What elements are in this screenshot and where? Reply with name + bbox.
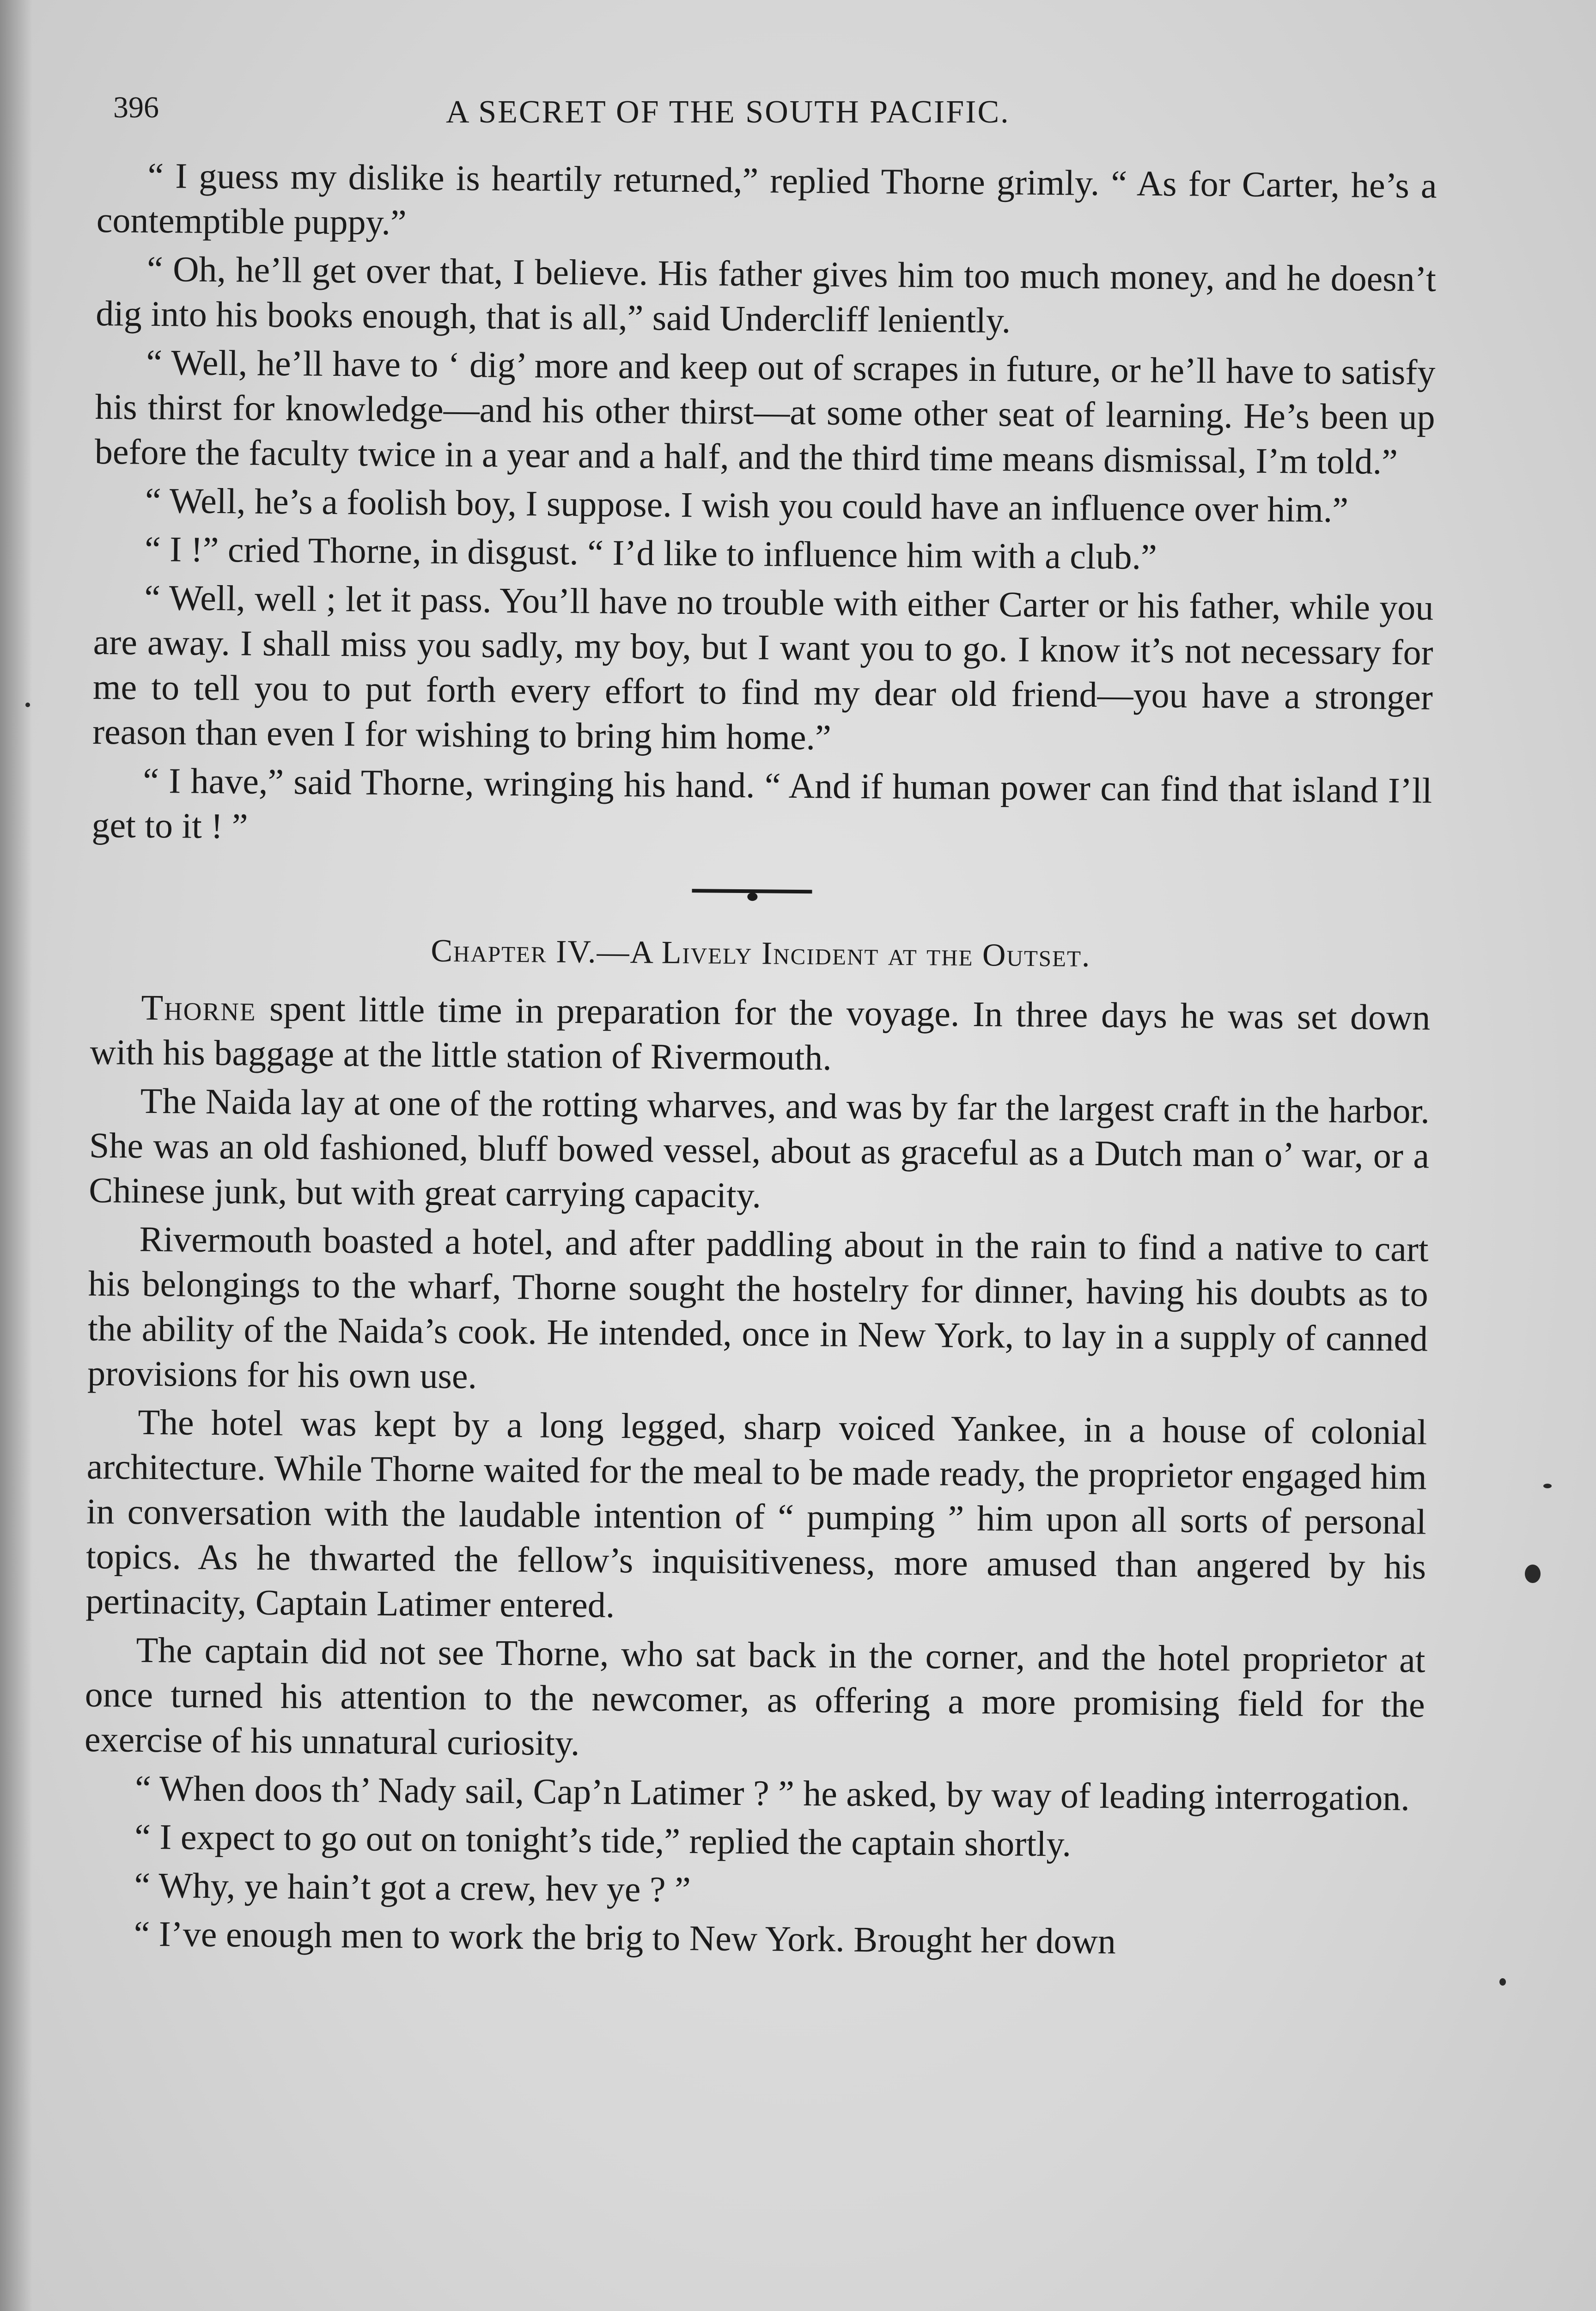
chapter-first-paragraph — [90, 984, 1430, 1085]
paragraph-10: Rivermouth boasted a hotel, and after paddling about in the rain to find a native to cart his belongings to the wharf, Thorne sought the hostelry for dinner, having his doubts as to the ability of the Naida’s cook. He intended, once in New York, to lay in a supply of canned provisions for his own use. — [87, 1218, 1429, 1396]
paragraph-4: “ Well, he’s a foolish boy, I suppose. I wish you could have an influence over him.” — [145, 480, 1349, 530]
running-title: A SECRET OF THE SOUTH PACIFIC. — [446, 94, 1010, 130]
paragraph-14: “ I expect to go out on tonight’s tide,” replied the captain shortly. — [134, 1816, 1072, 1864]
page-header — [113, 90, 1439, 141]
body-text — [83, 153, 1437, 1970]
paragraph-9: The Naida lay at one of the rotting wharves, and was by far the largest craft in the harbor. She was an old fashioned, bluff bowed vessel, about as graceful as a Dutch man o’ war, or a Chinese junk, but with great carrying capacity. — [89, 1080, 1430, 1216]
ink-speck — [1543, 1484, 1552, 1488]
binding-shadow — [0, 0, 32, 2311]
chapter-first-word: Thorne — [141, 987, 256, 1028]
paragraph-1: “ I guess my dislike is heartily returned,” replied Thorne grimly. “ As for Carter, he’s a contemptible puppy.” — [96, 155, 1437, 243]
paragraph-11: The hotel was kept by a long legged, sharp voiced Yankee, in a house of colonial architecture. While Thorne waited for the meal to be made ready, the proprietor engaged him in conversation with the laudable intention of “ pumping ” him upon all sorts of personal topics. As he thwarted the fellow’s inquisitiveness, more amused than angered by his pertinacity, Captain Latimer entered. — [85, 1401, 1427, 1625]
paragraph-6: “ Well, well ; let it pass. You’ll have no trouble with either Carter or his father, while you are away. I shall miss you sadly, my boy, but I want you to go. I know it’s not necessary for me to tell you to put forth every effort to find my dear old friend—you have a stronger reason than even I for wishing to bring him home.” — [92, 577, 1434, 758]
chapter-heading: Chapter IV.—A Lively Incident at the Outset. — [431, 933, 1091, 974]
paragraph-16: “ I’ve enough men to work the brig to New York. Brought her down — [134, 1913, 1116, 1962]
paragraph-3: “ Well, he’ll have to ‘ dig’ more and keep out of scrapes in future, or he’ll have to satisfy his thirst for knowledge—and his other thirst—at some other seat of learning. He’s been up before the faculty twice in a year and a half, and the third time means dismissal, I’m told.” — [94, 342, 1436, 482]
paragraph-5: “ I !” cried Thorne, in disgust. “ I’d like to influence him with a club.” — [144, 528, 1157, 577]
page-number: 396 — [113, 91, 159, 124]
paragraph-12: The captain did not see Thorne, who sat back in the corner, and the hotel proprietor at once turned his attention to the newcomer, as offering a more promising field for the exercise of his unnatural curiosity. — [84, 1629, 1425, 1763]
chapter-first-paragraph-text: spent little time in preparation for the voyage. In three days he was set down with his baggage at the little station of Rivermouth. — [90, 988, 1431, 1078]
paragraph-15: “ Why, ye hain’t got a crew, hev ye ? ” — [134, 1865, 691, 1910]
section-ornament — [91, 866, 1432, 932]
ornament-dot — [747, 893, 757, 901]
ink-speck — [25, 703, 30, 707]
ink-speck — [1525, 1565, 1541, 1583]
paragraph-7: “ I have,” said Thorne, wringing his hand. “ And if human power can find that island I’ll get to it ! ” — [91, 760, 1432, 846]
ink-speck — [1499, 1978, 1506, 1986]
paragraph-13: “ When doos th’ Nady sail, Cap’n Latimer ? ” he asked, by way of leading interrogation. — [134, 1767, 1410, 1818]
paragraph-2: “ Oh, he’ll get over that, I believe. His father gives him too much money, and he doesn’t dig into his books enough, that is all,” said Undercliff leniently. — [95, 248, 1437, 341]
